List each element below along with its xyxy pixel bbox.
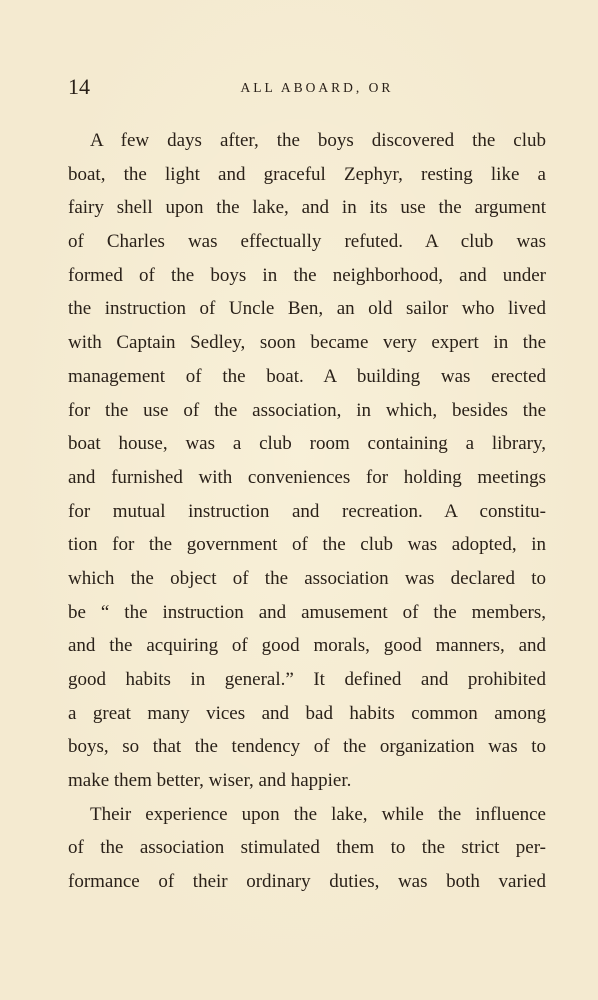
text-line: the instruction of Uncle Ben, an old sailor who lived (68, 298, 546, 320)
text-line: of Charles was effectually refuted. A club was (68, 231, 546, 253)
page-number: 14 (68, 74, 90, 99)
text-line: for the use of the association, in which, besides the (68, 399, 546, 421)
text-line: boat, the light and graceful Zephyr, resting like a (68, 163, 546, 185)
text-line: which the object of the association was declared to (68, 567, 546, 589)
text-line: a great many vices and bad habits common among (68, 702, 546, 724)
text-line: for mutual instruction and recreation. A constitu- (68, 500, 546, 522)
text-line: of the association stimulated them to the strict per- (68, 837, 546, 859)
text-line: tion for the government of the club was adopted, in (68, 534, 546, 556)
page-header (68, 74, 546, 100)
body-text (68, 124, 546, 899)
text-line: make them better, wiser, and happier. (68, 770, 352, 792)
text-line: and the acquiring of good morals, good manners, and (68, 635, 546, 657)
text-line: management of the boat. A building was erected (68, 365, 546, 387)
text-line: boys, so that the tendency of the organization was to (68, 736, 546, 758)
text-line: formed of the boys in the neighborhood, and under (68, 264, 546, 286)
text-line: boat house, was a club room containing a library, (68, 433, 546, 455)
text-line: fairy shell upon the lake, and in its use the argument (68, 197, 546, 219)
text-line: Their experience upon the lake, while the influence (90, 803, 546, 825)
text-line: good habits in general.” It defined and prohibited (68, 669, 546, 690)
text-line: with Captain Sedley, soon became very expert in the (68, 332, 546, 354)
text-line: formance of their ordinary duties, was both varied (68, 871, 546, 893)
text-line: and furnished with conveniences for holding meetings (68, 466, 546, 488)
text-line: be “ the instruction and amusement of the members, (68, 601, 546, 623)
running-title: ALL ABOARD, OR (240, 80, 394, 95)
text-line: A few days after, the boys discovered the club (90, 130, 546, 151)
